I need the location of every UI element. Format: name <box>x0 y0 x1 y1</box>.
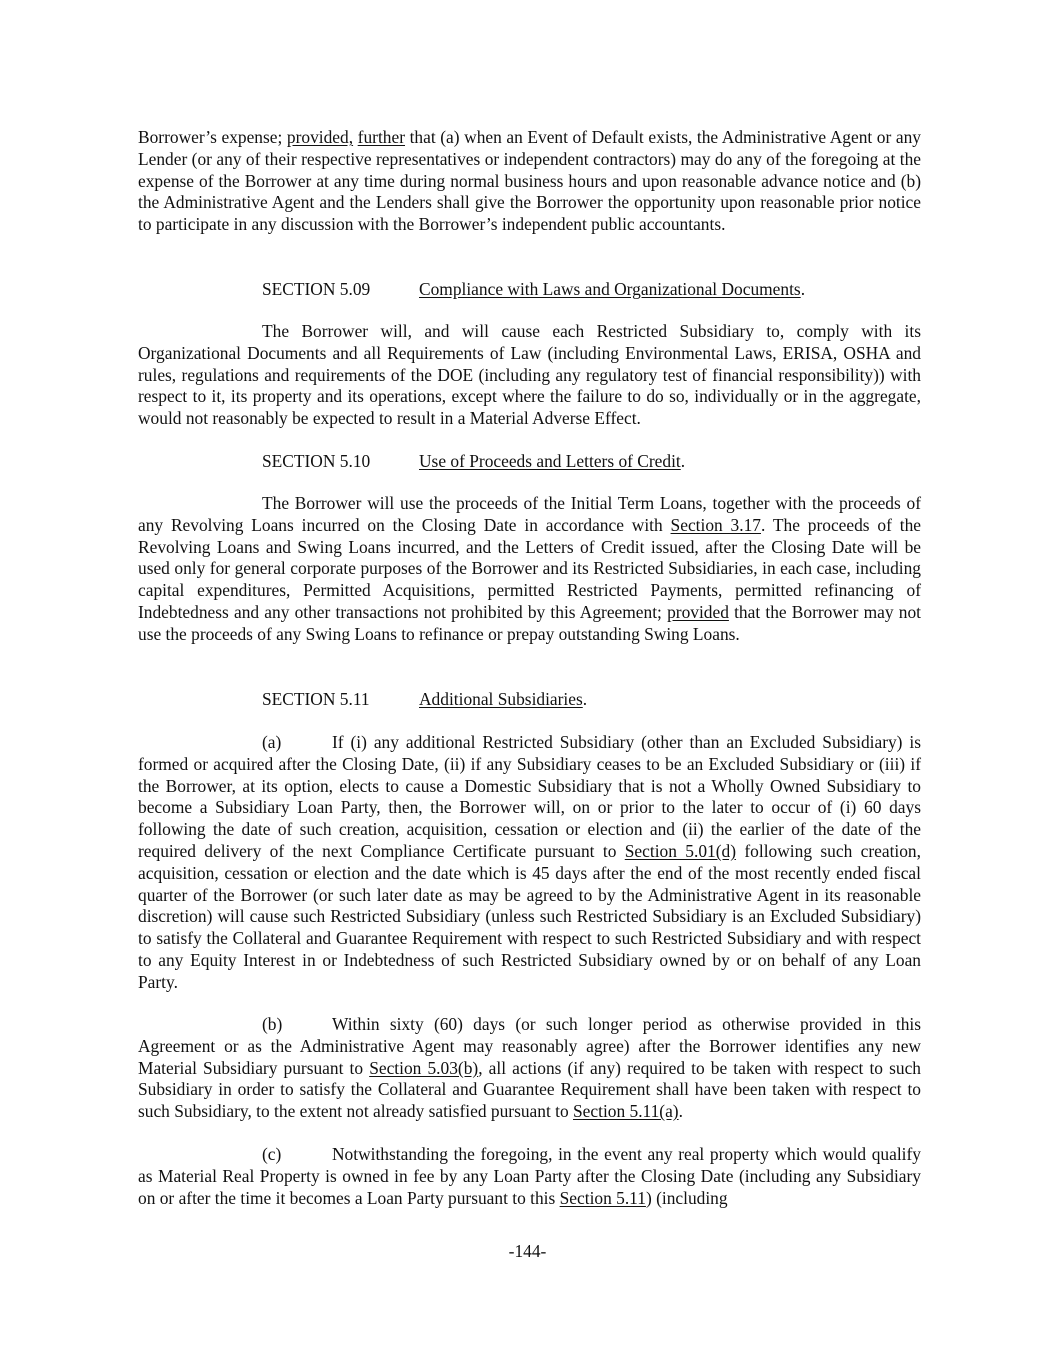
cross-reference-link: Section 5.01(d) <box>624 840 737 861</box>
section-heading-5-09: SECTION 5.09 Compliance with Laws and Organizational Documents. <box>262 279 806 299</box>
section-5-11-b: (b) Within sixty (60) days (or such longer period as otherwise provided in this Agreement or as the Administrative Agent may reasonably agree) after the Borrower identifies any new Material Subsidiary pursuant to Section 5.03(b), all actions (if any) required to be taken with respect to such Subsidiary in order to satisfy the Collateral and Guarantee Requirement shall have been taken with respect to such Subsidiary, to the extent not already satisfied pursuant to Section 5.11(a). <box>138 1014 921 1122</box>
cross-reference-link: Section 3.17 <box>670 514 761 535</box>
clause-label: (c) <box>262 1144 282 1164</box>
section-heading-5-10: SECTION 5.10 Use of Proceeds and Letters of Credit. <box>262 451 686 471</box>
clause-label: (a) <box>262 732 282 752</box>
clause-label: (b) <box>262 1014 283 1034</box>
defined-term-provided: provided, <box>286 127 354 147</box>
cross-reference-link: Section 5.03(b) <box>369 1057 479 1078</box>
section-title: Use of Proceeds and Letters of Credit <box>419 451 681 471</box>
section-heading-5-11: SECTION 5.11 Additional Subsidiaries. <box>262 689 588 709</box>
cross-reference-link: Section 5.11 <box>559 1187 646 1208</box>
section-5-11-c: (c) Notwithstanding the foregoing, in the event any real property which would qualify as Material Real Property is owned in fee by any Loan Party after the Closing Date (including any Subsidiary on or after the time it becomes a Loan Party pursuant to this Section 5.11) (including <box>138 1144 921 1208</box>
defined-term-provided: provided <box>667 601 729 622</box>
section-5-10-body: The Borrower will use the proceeds of the Initial Term Loans, together with the proceeds of any Revolving Loans incurred on the Closing Date in accordance with Section 3.17. The proceeds of the Revolving Loans and Swing Loans incurred, and the Letters of Credit issued, after the Closing Date will be used only for general corporate purposes of the Borrower and its Restricted Subsidiaries, in each case, including capital expenditures, Permitted Acquisitions, permitted Restricted Payments, permitted refinancing of Indebtedness and any other transactions not prohibited by this Agreement; provided that the Borrower may not use the proceeds of any Swing Loans to refinance or prepay outstanding Swing Loans. <box>138 493 921 644</box>
cross-reference-link: Section 5.11(a) <box>573 1101 679 1122</box>
section-title: Additional Subsidiaries <box>419 689 583 709</box>
section-number: SECTION 5.10 <box>262 451 371 471</box>
section-number: SECTION 5.11 <box>262 689 370 709</box>
paragraph-continuation: Borrower’s expense; provided, further that (a) when an Event of Default exists, the Administrative Agent or any Lender (or any of their respective representatives or independent contractors) may do any of the foregoing at the expense of the Borrower at any time during normal business hours and upon reasonable advance notice and (b) the Administrative Agent and the Lenders shall give the Borrower the opportunity upon reasonable prior notice to participate in any discussion with the Borrower’s independent public accountants. <box>138 127 921 235</box>
page-number: -144- <box>508 1241 547 1261</box>
section-5-09-body: The Borrower will, and will cause each Restricted Subsidiary to, comply with its Organizational Documents and all Requirements of Law (including Environmental Laws, ERISA, OSHA and rules, regulations and requirements of the DOE (including any regulatory test of financial responsibility)) with respect to it, its property and its operations, except where the failure to do so, individually or in the aggregate, would not reasonably be expected to result in a Material Adverse Effect. <box>138 321 921 429</box>
section-5-11-a: (a) If (i) any additional Restricted Subsidiary (other than an Excluded Subsidiary) is formed or acquired after the Closing Date, (ii) if any Subsidiary ceases to be an Excluded Subsidiary or (iii) if the Borrower, at its option, elects to cause a Domestic Subsidiary that is not a Wholly Owned Subsidiary to become a Subsidiary Loan Party, then, the Borrower will, on or prior to the later to occur of (i) 60 days following the date of such creation, acquisition, cessation or election and (ii) the earlier of the date of the required delivery of the next Compliance Certificate pursuant to Section 5.01(d) following such creation, acquisition, cessation or election and the date which is 45 days after the end of the most recently ended fiscal quarter of the Borrower (or such later date as may be agreed to by the Administrative Agent in its reasonable discretion) will cause such Restricted Subsidiary (unless such Restricted Subsidiary is an Excluded Subsidiary) to satisfy the Collateral and Guarantee Requirement with respect to such Restricted Subsidiary and with respect to any Equity Interest in or Indebtedness of such Restricted Subsidiary owned by or on behalf of any Loan Party. <box>138 732 921 992</box>
section-number: SECTION 5.09 <box>262 279 371 299</box>
section-title: Compliance with Laws and Organizational Documents <box>419 279 801 299</box>
defined-term-further: further <box>357 127 405 147</box>
